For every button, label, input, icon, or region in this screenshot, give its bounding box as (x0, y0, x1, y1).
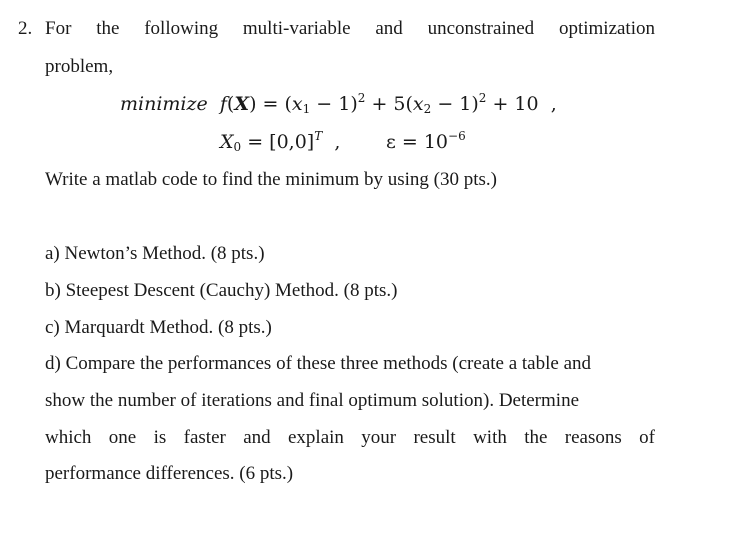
initial-symbol: X (220, 131, 234, 153)
initial-value: [0,0] (269, 131, 315, 153)
sub-1: 1 (302, 102, 311, 116)
part-d-word: your (361, 427, 397, 448)
part-d-word: result (413, 427, 456, 448)
var-x2: x (412, 93, 424, 115)
initial-conditions: $X_0 = [0,0]^T$ , (220, 129, 341, 154)
part-d-line-1: d) Compare the performances of these three methods (create a table and (45, 353, 591, 374)
intro-word: multi-variable (242, 18, 351, 39)
part-d-line-2: show the number of iterations and final optimum solution). Determine (45, 390, 580, 411)
part-d-line-4: performance differences. (6 pts.) (45, 463, 294, 484)
intro-word: unconstrained (427, 18, 535, 39)
part-b: b) Steepest Descent (Cauchy) Method. (8 pts.) (45, 280, 398, 301)
part-d-word: with (473, 427, 507, 448)
function-symbol: f (219, 93, 227, 115)
transpose: T (314, 129, 323, 143)
part-d-word: one (108, 427, 137, 448)
constant: 10 (514, 93, 539, 115)
intro-line-2: problem, (45, 56, 114, 77)
epsilon-symbol: ε (386, 131, 396, 153)
part-d-line-3 (45, 426, 655, 450)
exponent: 2 (357, 91, 366, 105)
intro-word: the (96, 18, 120, 39)
exponent: 2 (478, 91, 487, 105)
intro-word: For (45, 18, 72, 39)
objective-function: minimize $f(X) = (x_1 - 1)^2 + 5(x_2 - 1)^2 + 10$ , (120, 91, 557, 116)
part-c: c) Marquardt Method. (8 pts.) (45, 317, 272, 338)
part-d-word: of (639, 427, 655, 448)
part-d-word: the (524, 427, 548, 448)
epsilon-exponent: −6 (448, 129, 466, 143)
sub-2: 2 (423, 102, 432, 116)
part-d-word: and (243, 427, 271, 448)
epsilon: $\varepsilon = 10^{-6}$ (386, 129, 466, 153)
instruction: Write a matlab code to find the minimum by using (30 pts.) (45, 169, 497, 190)
question-number: 2. (18, 18, 33, 39)
vector-x: X (234, 93, 250, 115)
part-d-word: reasons (564, 427, 622, 448)
minimize-label: minimize (120, 93, 208, 115)
part-d-word: explain (288, 427, 344, 448)
intro-line-1 (45, 17, 655, 41)
coefficient: 5 (393, 93, 406, 115)
intro-word: optimization (558, 18, 655, 39)
part-d-word: faster (183, 427, 226, 448)
var-x1: x (291, 93, 303, 115)
initial-sub: 0 (233, 140, 242, 154)
intro-word: and (375, 18, 403, 39)
part-d-word: is (153, 427, 167, 448)
part-a: a) Newton’s Method. (8 pts.) (45, 243, 265, 264)
epsilon-base: 10 (423, 131, 449, 153)
part-d-word: which (45, 427, 92, 448)
intro-word: following (144, 18, 219, 39)
